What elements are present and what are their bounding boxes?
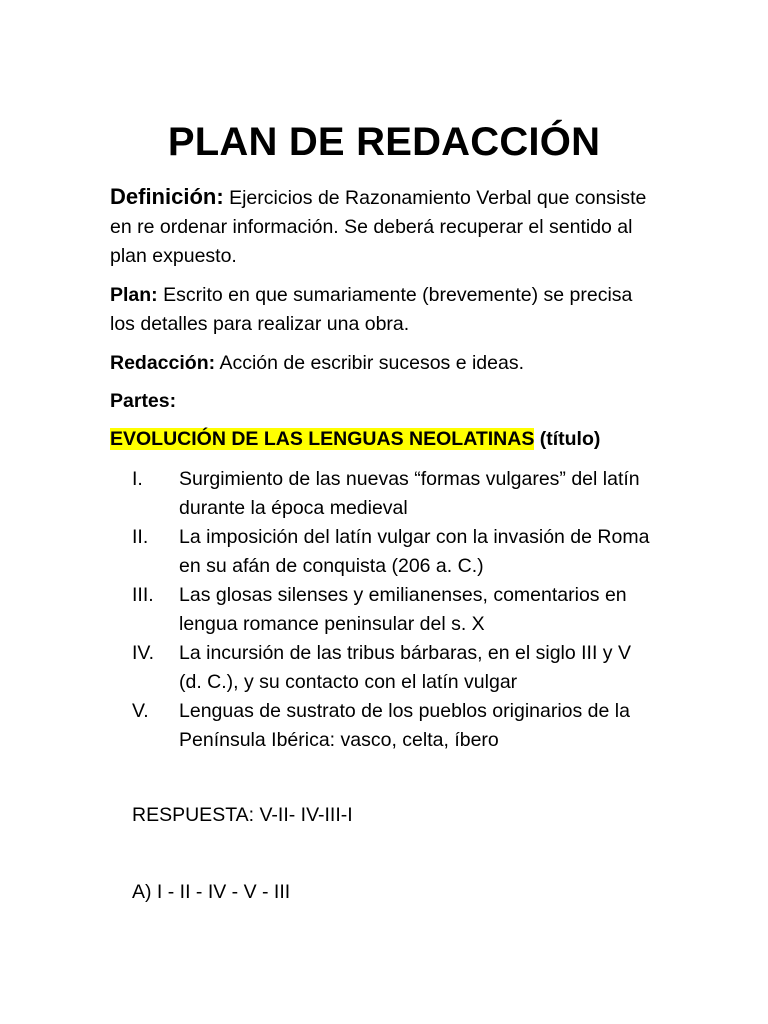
redaccion-text: Acción de escribir sucesos e ideas. <box>215 352 525 374</box>
list-item <box>110 697 658 755</box>
redaccion-paragraph <box>110 349 658 378</box>
list-item <box>110 523 658 581</box>
list-item-number: III. <box>132 584 154 606</box>
plan-label: Plan: <box>110 284 158 306</box>
list-item-text: Las glosas silenses y emilianenses, comentarios en lengua romance peninsular del s. X <box>179 584 627 635</box>
list-item-number: V. <box>132 700 149 722</box>
list-item <box>110 465 658 523</box>
list-item-number: IV. <box>132 642 155 664</box>
highlighted-heading: EVOLUCIÓN DE LAS LENGUAS NEOLATINAS <box>110 428 535 450</box>
list-item-number: II. <box>132 526 149 548</box>
page-title: PLAN DE REDACCIÓN <box>167 120 601 164</box>
plan-text: Escrito en que sumariamente (brevemente) se precisa los detalles para realizar una obra. <box>110 284 633 335</box>
list-item-text: La incursión de las tribus bárbaras, en el siglo III y V (d. C.), y su contacto con el latín vulgar <box>179 642 631 693</box>
answer-text: RESPUESTA: V-II- IV-III-I <box>132 804 353 826</box>
list-item <box>110 639 658 697</box>
list-item <box>110 581 658 639</box>
list-item-text: Surgimiento de las nuevas “formas vulgares” del latín durante la época medieval <box>179 468 640 519</box>
definicion-paragraph <box>110 182 658 271</box>
list-item-text: La imposición del latín vulgar con la invasión de Roma en su afán de conquista (206 a. C.) <box>179 526 650 577</box>
option-a: A) I - II - IV - V - III <box>132 881 291 903</box>
definicion-label: Definición: <box>110 184 224 209</box>
partes-label: Partes: <box>110 390 177 412</box>
heading-suffix: (título) <box>534 428 601 450</box>
definicion-text: Ejercicios de Razonamiento Verbal que consiste en re ordenar información. Se deberá recuperar el sentido al plan expuesto. <box>110 187 647 267</box>
list-item-number: I. <box>132 468 143 490</box>
plan-items-list <box>110 465 658 755</box>
plan-paragraph <box>110 281 658 339</box>
redaccion-label: Redacción: <box>110 352 216 374</box>
list-item-text: Lenguas de sustrato de los pueblos originarios de la Península Ibérica: vasco, celta, íbero <box>179 700 630 751</box>
section-heading <box>110 425 658 454</box>
